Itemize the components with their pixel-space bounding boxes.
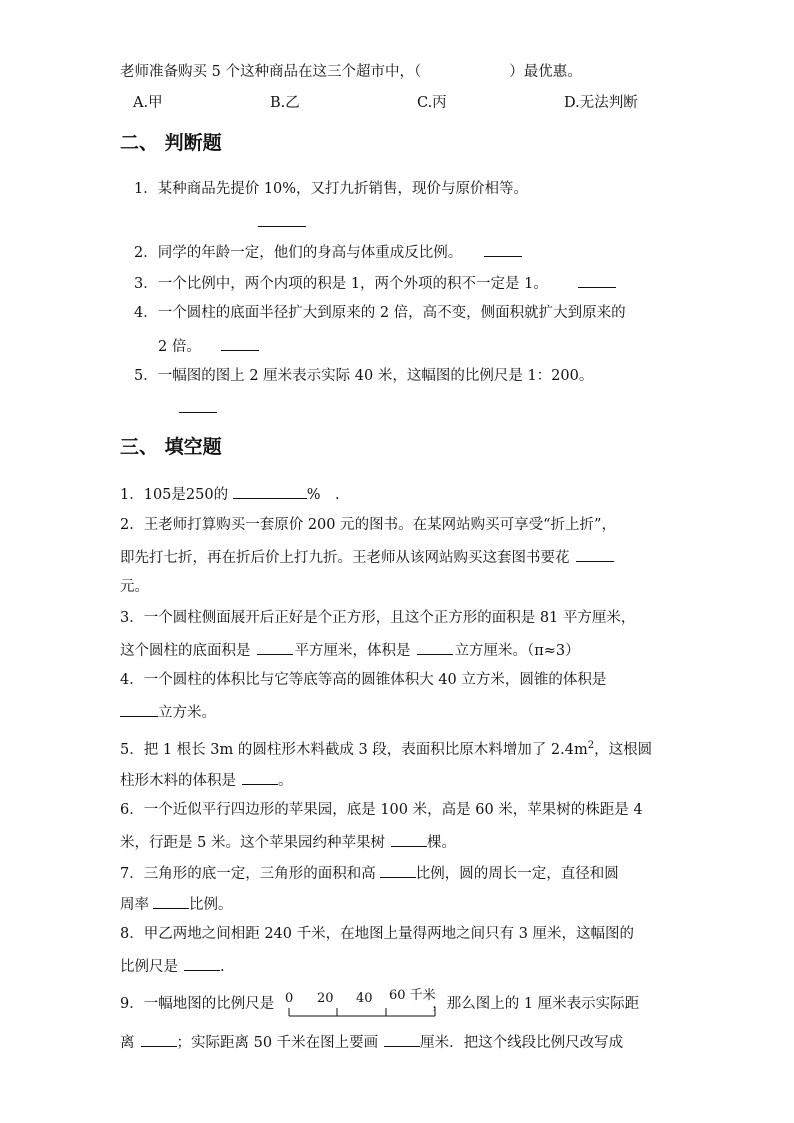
answer-blank[interactable] (380, 863, 416, 878)
answer-blank[interactable] (184, 956, 220, 971)
fill-q9-cont (120, 1032, 623, 1052)
question-text: 比例。 (189, 897, 233, 913)
scale-bar (283, 988, 443, 1022)
option-c[interactable]: C.丙 (417, 95, 447, 111)
answer-blank[interactable] (391, 832, 427, 847)
fill-q1 (120, 484, 340, 504)
answer-blank[interactable] (258, 225, 306, 227)
answer-blank[interactable] (384, 1032, 420, 1047)
judgment-q4-cont (158, 336, 259, 356)
option-a[interactable]: A.甲 (133, 95, 163, 111)
question-text: 比例尺是 (120, 959, 178, 975)
option-b[interactable]: B.乙 (270, 95, 300, 111)
question-text: 立方厘米。（π≈3） (454, 643, 580, 659)
fill-q8-cont (120, 956, 225, 976)
scale-label-20: 20 (317, 991, 334, 1006)
answer-blank[interactable] (179, 411, 217, 413)
question-text: 。 (278, 773, 293, 789)
question-text: 比例，圆的周长一定，直径和圆 (415, 866, 619, 882)
answer-blank[interactable] (153, 894, 189, 909)
fill-q7-cont (120, 894, 233, 914)
question-line-end: ）最优惠。 (509, 64, 582, 80)
question-text: % . (306, 487, 340, 503)
scale-label-40: 40 (356, 991, 373, 1006)
section-title-judgment: 二、 判断题 (120, 132, 222, 154)
scale-label-60: 60 千米 (389, 988, 436, 1003)
fill-q3-cont (120, 640, 580, 660)
question-text: 棵。 (426, 835, 456, 851)
line-segment-scale (283, 988, 443, 1022)
question-text: 5．把 1 根长 3m 的圆柱形木料截成 3 段，表面积比原木料增加了 2.4m (120, 742, 588, 758)
fill-q3: 3．一个圆柱侧面展开后正好是个正方形，且这个正方形的面积是 81 平方厘米， (120, 610, 636, 626)
fill-q5-cont (120, 770, 293, 790)
answer-blank[interactable] (141, 1032, 177, 1047)
judgment-q3 (134, 273, 616, 293)
fill-q2: 2．王老师打算购买一套原价 200 元的图书。在某网站购买可享受“折上折”， (120, 517, 616, 533)
question-text: ；实际距离 50 千米在图上要画 (176, 1035, 379, 1051)
judgment-q5: 5．一幅图的图上 2 厘米表示实际 40 米，这幅图的比例尺是 1：200。 (134, 368, 594, 384)
fill-q5 (120, 737, 652, 759)
question-text: 柱形木料的体积是 (120, 773, 236, 789)
fill-q6-cont (120, 832, 456, 852)
section-title-fill-in: 三、 填空题 (120, 436, 222, 458)
question-text: 立方米。 (158, 705, 216, 721)
fill-q4: 4．一个圆柱的体积比与它等底等高的圆锥体积大 40 立方米，圆锥的体积是 (120, 672, 607, 688)
question-text: ，这根圆 (594, 742, 653, 758)
question-text (120, 62, 582, 81)
question-text: 厘米．把这个线段比例尺改写成 (420, 1035, 624, 1051)
answer-blank[interactable] (417, 640, 453, 655)
question-text: 7．三角形的底一定，三角形的面积和高 (120, 866, 376, 882)
fill-q4-cont (120, 702, 216, 722)
question-line: 老师准备购买 5 个这种商品在这三个超市中，（ (120, 64, 422, 80)
question-text: 1．105是250的 (120, 487, 229, 503)
fill-q2-cont (120, 547, 614, 567)
question-text: . (220, 959, 225, 975)
judgment-q4: 4．一个圆柱的底面半径扩大到原来的 2 倍，高不变，侧面积就扩大到原来的 (134, 305, 626, 321)
question-text: 2 倍。 (158, 339, 201, 355)
superscript: 2 (587, 740, 595, 751)
question-text: 2．同学的年龄一定，他们的身高与体重成反比例。 (134, 245, 463, 261)
answer-blank[interactable] (421, 62, 509, 76)
answer-blank[interactable] (578, 273, 616, 288)
option-d[interactable]: D.无法判断 (564, 95, 638, 111)
question-text: 米，行距是 5 米。这个苹果园约种苹果树 (120, 835, 385, 851)
question-text: ，那么图上的 1 厘米表示实际距 (432, 996, 640, 1012)
answer-blank[interactable] (221, 336, 259, 351)
fill-q7 (120, 863, 619, 883)
question-text: 这个圆柱的底面积是 (120, 643, 251, 659)
answer-blank[interactable] (484, 242, 522, 257)
scale-label-0: 0 (285, 991, 294, 1006)
question-text: 即先打七折，再在折后价上打九折。王老师从该网站购买这套图书要花 (120, 550, 570, 566)
question-text: 平方厘米，体积是 (294, 643, 411, 659)
question-text: 周率 (120, 897, 149, 913)
answer-blank[interactable] (120, 702, 158, 717)
answer-blank[interactable] (233, 484, 307, 499)
judgment-q1: 1．某种商品先提价 10%，又打九折销售，现价与原价相等。 (134, 181, 529, 197)
question-text: 离 (120, 1035, 135, 1051)
answer-blank[interactable] (242, 770, 278, 785)
answer-blank[interactable] (576, 547, 614, 562)
answer-blank[interactable] (257, 640, 293, 655)
fill-q8: 8．甲乙两地之间相距 240 千米，在地图上量得两地之间只有 3 厘米，这幅图的 (120, 926, 635, 942)
question-text: 3．一个比例中，两个内项的积是 1，两个外项的积不一定是 1。 (134, 276, 548, 292)
fill-q6: 6．一个近似平行四边形的苹果园，底是 100 米，高是 60 米，苹果树的株距是 4 (120, 802, 643, 818)
judgment-q2 (134, 242, 522, 262)
question-text: 9．一幅地图的比例尺是 (120, 996, 275, 1012)
fill-q2-cont2: 元。 (120, 579, 149, 595)
